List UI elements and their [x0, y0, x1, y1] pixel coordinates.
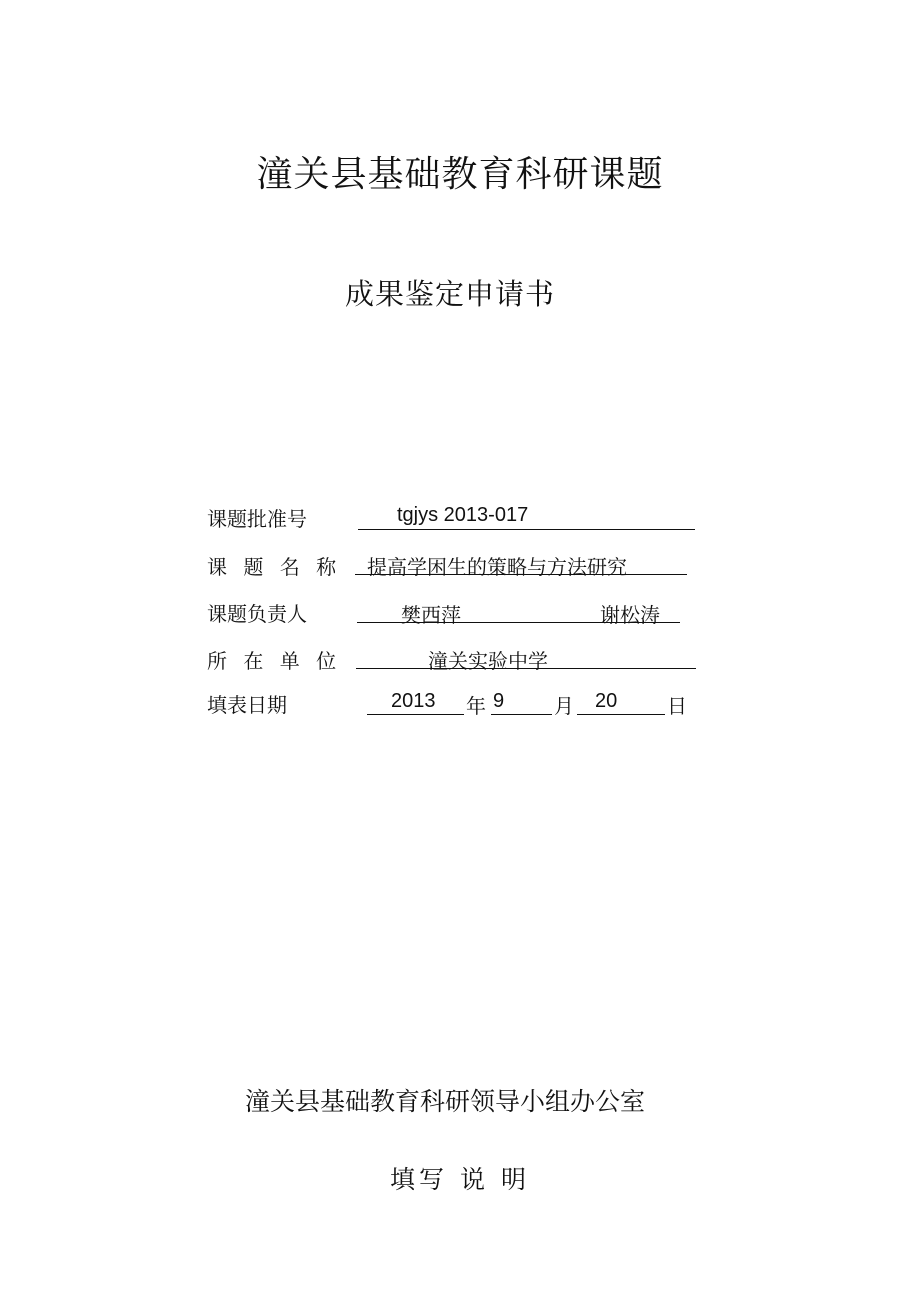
leader-value-2: 谢松涛: [600, 603, 660, 627]
date-day-suffix: 日: [667, 694, 687, 718]
unit-field[interactable]: [356, 644, 696, 673]
date-label: 填表日期: [207, 693, 287, 717]
date-year-value: 2013: [391, 690, 436, 712]
project-name-field[interactable]: [355, 550, 687, 579]
date-day-value: 20: [595, 690, 618, 712]
date-year-suffix: 年: [466, 694, 486, 718]
filling-instructions-heading: 填写 说 明: [390, 1165, 530, 1194]
document-subtitle: 成果鉴定申请书: [344, 277, 555, 311]
approval-number-label: 课题批准号: [207, 507, 307, 531]
project-name-value: 提高学困生的策略与方法研究: [367, 555, 627, 579]
date-month-suffix: 月: [554, 694, 574, 718]
approval-number-value: tgjys 2013-017: [397, 504, 529, 526]
date-month-field[interactable]: [491, 690, 552, 715]
issuing-organization: 潼关县基础教育科研领导小组办公室: [244, 1087, 645, 1116]
leader-value-1: 樊西萍: [401, 603, 461, 627]
approval-number-field[interactable]: [358, 505, 695, 530]
document-title: 潼关县基础教育科研课题: [256, 154, 664, 195]
unit-value: 潼关实验中学: [428, 649, 548, 673]
leader-field[interactable]: [357, 598, 680, 627]
project-name-label: 课 题 名 称: [207, 555, 337, 579]
date-day-field[interactable]: [577, 690, 665, 715]
leader-label: 课题负责人: [207, 602, 307, 626]
unit-label: 所 在 单 位: [207, 649, 337, 673]
date-year-field[interactable]: [367, 690, 464, 715]
date-month-value: 9: [493, 690, 505, 712]
